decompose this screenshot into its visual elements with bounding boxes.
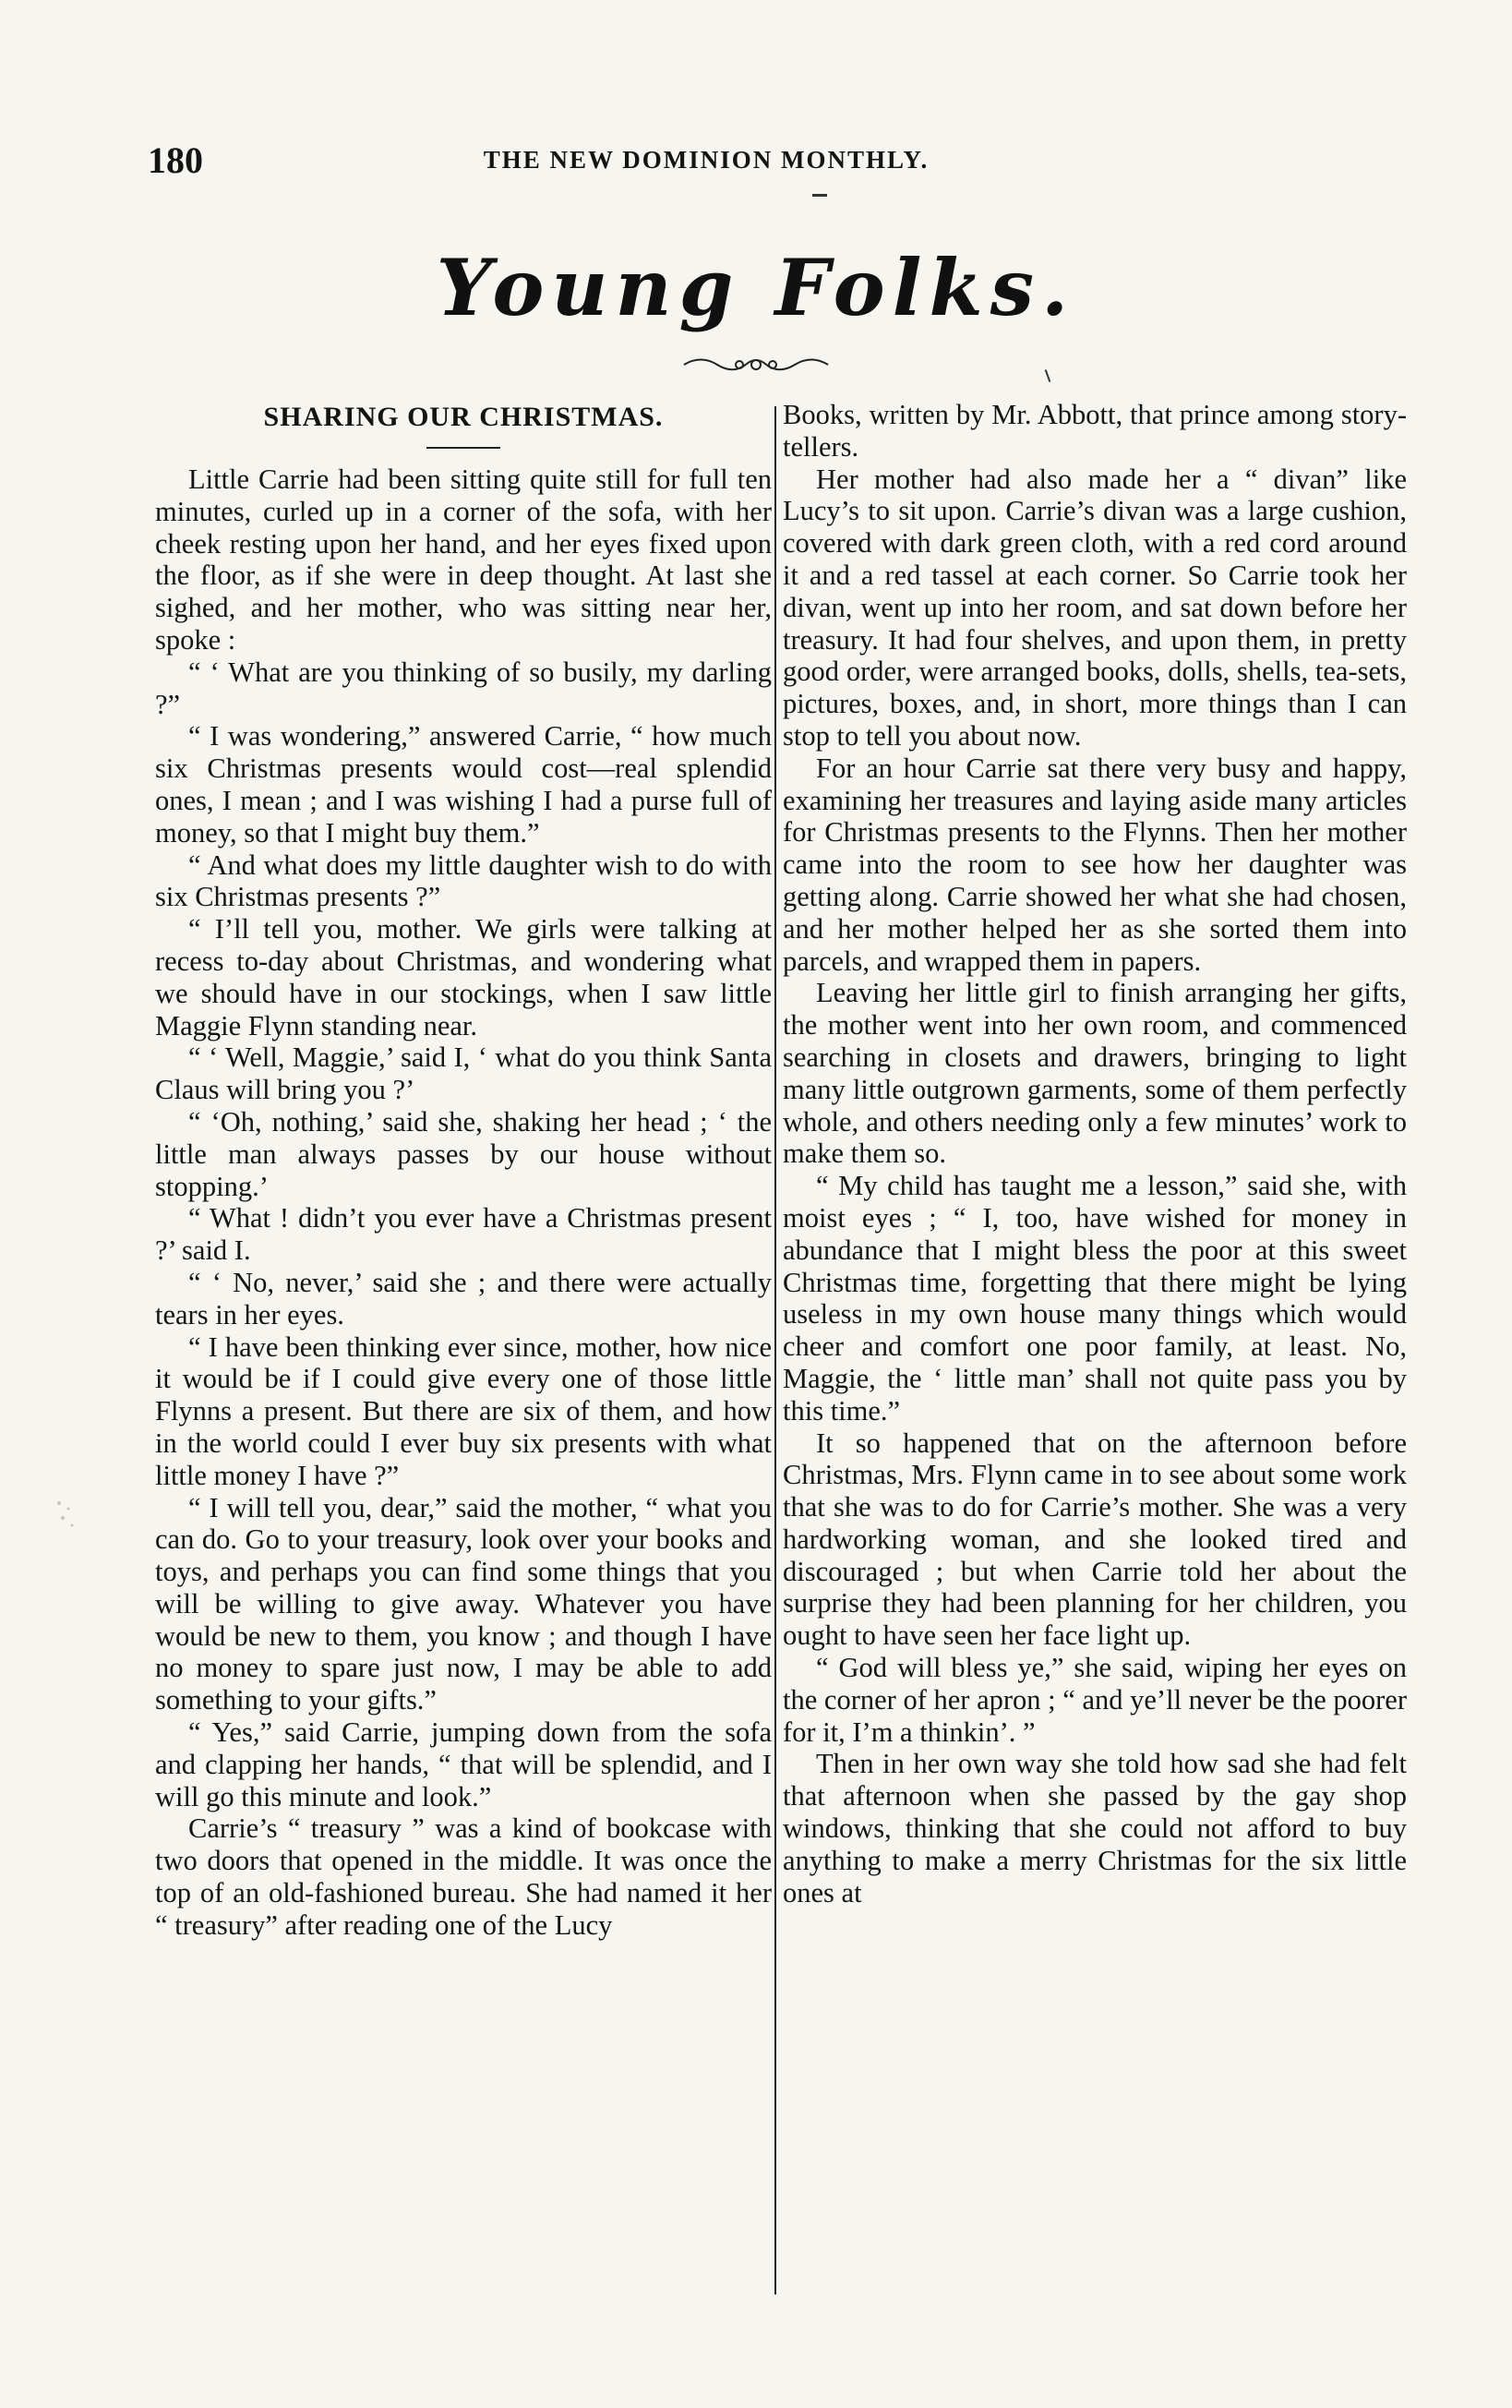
paragraph: Her mother had also made her a “ divan” like Lucy’s to sit upon. Carrie’s divan was a large cushion, covered with dark green cloth, with a red cord around it and a red tassel at each corner. So Carrie took her divan, went up into her room, and sat down before her treasury. It had four shelves, and upon them, in pretty good order, were arranged books, dolls, shells, tea-sets, pictures, boxes, and, in short, more things than I can stop to tell you about now. xyxy=(783,463,1407,752)
section-title: Young Folks. xyxy=(436,242,1076,333)
paragraph: For an hour Carrie sat there very busy and happy, examining her treasures and laying aside many articles for Christmas presents to the Flynns. Then her mother came into the room to see how her daughter was getting along. Carrie showed her what she had chosen, and her mother helped her as she sorted them into parcels, and wrapped them in papers. xyxy=(783,752,1407,977)
paragraph: “ I have been thinking ever since, mother, how nice it would be if I could give every one of those little Flynns a present. But there are six of them, and how in the world could I ever buy six presents with what little money I have ?” xyxy=(155,1330,772,1491)
paragraph: “ ‘ What are you thinking of so busily, my darling ?” xyxy=(155,656,772,720)
stray-mark xyxy=(1045,369,1051,382)
header-dash xyxy=(812,194,827,197)
journal-title: THE NEW DOMINION MONTHLY. xyxy=(483,146,930,174)
paragraph: It so happened that on the afternoon before Christmas, Mrs. Flynn came in to see about some work that she was to do for Carrie’s mother. She was a very hardworking woman, and she looked tired and discouraged ; but when Carrie told her about the surprise they had been planning for her children, you ought to have seen her face light up. xyxy=(783,1427,1407,1652)
paragraph: Then in her own way she told how sad she had felt that afternoon when she passed by the gay shop windows, thinking that she could not afford to buy anything to make a merry Christmas for the six little ones at xyxy=(783,1748,1407,1908)
running-head xyxy=(148,138,1265,185)
paragraph: “ What ! didn’t you ever have a Christmas present ?’ said I. xyxy=(155,1202,772,1267)
paragraph: Little Carrie had been sitting quite still for full ten minutes, curled up in a corner of the sofa, with her cheek resting upon her hand, and her eyes fixed upon the floor, as if she were in deep thought. At last she sighed, and her mother, who was sitting near her, spoke : xyxy=(155,464,772,656)
page-number: 180 xyxy=(148,139,203,181)
paragraph: “ I’ll tell you, mother. We girls were talking at recess to-day about Christmas, and wondering what we should have in our stockings, when I saw little Maggie Flynn standing near. xyxy=(155,913,772,1041)
paragraph: “ And what does my little daughter wish to do with six Christmas presents ?” xyxy=(155,849,772,913)
paragraph: “ I will tell you, dear,” said the mother, “ what you can do. Go to your treasury, look over your books and toys, and perhaps you can find some things that you will be willing to give away. Whatever you have would be new to them, you know ; and though I have no money to spare just now, I may be able to add something to your gifts.” xyxy=(155,1491,772,1716)
ornament-divider xyxy=(682,351,830,379)
article-title: SHARING OUR CHRISTMAS. xyxy=(263,402,664,432)
column-rule xyxy=(774,406,776,2294)
paragraph: “ ‘ Well, Maggie,’ said I, ‘ what do you think Santa Claus will bring you ?’ xyxy=(155,1041,772,1106)
paragraph: Leaving her little girl to finish arranging her gifts, the mother went into her own room, and commenced searching in closets and drawers, bringing to light many little outgrown garments, some of them perfectly whole, and others needing only a few minutes’ work to make them so. xyxy=(783,977,1407,1170)
left-column xyxy=(155,399,772,1942)
right-column xyxy=(783,399,1407,1908)
paragraph: “ I was wondering,” answered Carrie, “ how much six Christmas presents would cost—real splendid ones, I mean ; and I was wishing I had a purse full of money, so that I might buy them.” xyxy=(155,720,772,849)
ink-speck xyxy=(54,1498,79,1535)
title-rule xyxy=(426,447,500,449)
paragraph: “ God will bless ye,” she said, wiping her eyes on the corner of her apron ; “ and ye’ll never be the poorer for it, I’m a thinkin’. ” xyxy=(783,1652,1407,1748)
paragraph: “ ‘ No, never,’ said she ; and there were actually tears in her eyes. xyxy=(155,1266,772,1330)
paragraph: “ Yes,” said Carrie, jumping down from the sofa and clapping her hands, “ that will be splendid, and I will go this minute and look.” xyxy=(155,1716,772,1812)
paragraph: Carrie’s “ treasury ” was a kind of bookcase with two doors that opened in the middle. It was once the top of an old-fashioned bureau. She had named it her “ treasury” after reading one of the Lucy xyxy=(155,1812,772,1941)
paragraph-continuation: Books, written by Mr. Abbott, that prince among story-tellers. xyxy=(783,399,1407,463)
paragraph: “ ‘Oh, nothing,’ said she, shaking her head ; ‘ the little man always passes by our house without stopping.’ xyxy=(155,1105,772,1202)
paragraph: “ My child has taught me a lesson,” said she, with moist eyes ; “ I, too, have wished for money in abundance that I might bless the poor at this sweet Christmas time, forgetting that there might be lying useless in my own house many things which would cheer and comfort one poor family, at least. No, Maggie, the ‘ little man’ shall not quite pass you by this time.” xyxy=(783,1170,1407,1427)
